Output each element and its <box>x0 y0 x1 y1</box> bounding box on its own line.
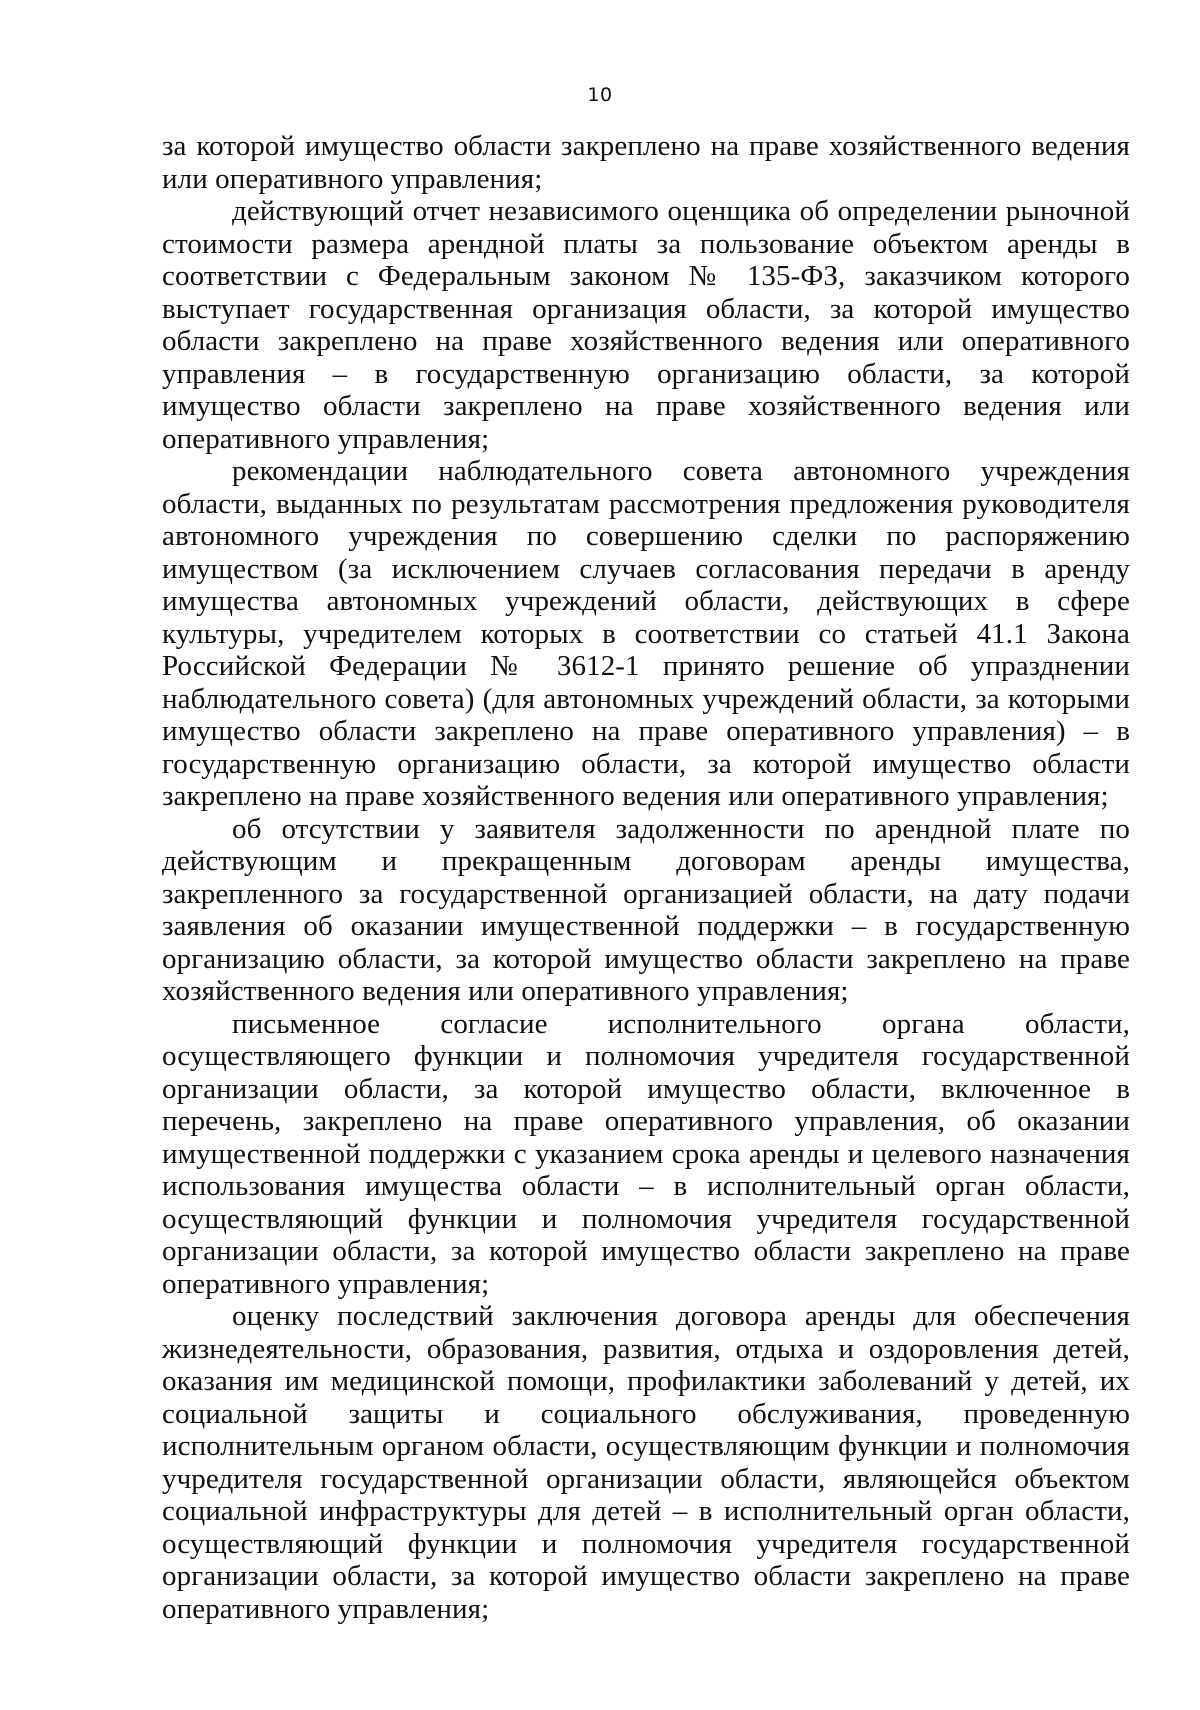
paragraph-consequences-assessment: оценку последствий заключения договора аренды для обеспечения жизнедеятельности, образования, развития, отдыха и оздоровления детей, оказания им медицинской помощи, профилактики заболеваний у детей, их социальной защиты и социального обслуживания, проведенную исполнительным органом области, осуществляющим функции и полномочия учредителя государственной организации области, являющейся объектом социальной инфраструктуры для детей – в исполнительный орган области, осуществляющий функции и полномочия учредителя государственной организации области, за которой имущество области закреплено на праве оперативного управления; <box>162 1300 1130 1625</box>
paragraph-no-rent-debt: об отсутствии у заявителя задолженности по арендной плате по действующим и прекращенным договорам аренды имущества, закрепленного за государственной организацией области, на дату подачи заявления об оказании имущественной поддержки – в государственную организацию области, за которой имущество области закреплено на праве хозяйственного ведения или оперативного управления; <box>162 812 1130 1007</box>
paragraph-supervisory-board-recommendations: рекомендации наблюдательного совета автономного учреждения области, выданных по результатам рассмотрения предложения руководителя автономного учреждения по совершению сделки по распоряжению имуществом (за исключением случаев согласования передачи в аренду имущества автономных учреждений области, действующих в сфере культуры, учредителем которых в соответствии со статьей 41.1 Закона Российской Федерации № 3612-1 принято решение об упразднении наблюдательного совета) (для автономных учреждений области, за которыми имущество области закреплено на праве оперативного управления) – в государственную организацию области, за которой имущество области закреплено на праве хозяйственного ведения или оперативного управления; <box>162 455 1130 812</box>
paragraph-appraiser-report: действующий отчет независимого оценщика об определении рыночной стоимости размера арендной платы за пользование объектом аренды в соответствии с Федеральным законом № 135-ФЗ, заказчиком которого выступает государственная организация области, за которой имущество области закреплено на праве хозяйственного ведения или оперативного управления – в государственную организацию области, за которой имущество области закреплено на праве хозяйственного ведения или оперативного управления; <box>162 195 1130 455</box>
paragraph-continuation: за которой имущество области закреплено на праве хозяйственного ведения или оперативного управления; <box>162 130 1130 195</box>
document-body <box>162 130 1130 1625</box>
page-number: 10 <box>587 84 613 106</box>
paragraph-written-consent: письменное согласие исполнительного органа области, осуществляющего функции и полномочия учредителя государственной организации области, за которой имущество области, включенное в перечень, закреплено на праве оперативного управления, об оказании имущественной поддержки с указанием срока аренды и целевого назначения использования имущества области – в исполнительный орган области, осуществляющий функции и полномочия учредителя государственной организации области, за которой имущество области закреплено на праве оперативного управления; <box>162 1007 1130 1300</box>
